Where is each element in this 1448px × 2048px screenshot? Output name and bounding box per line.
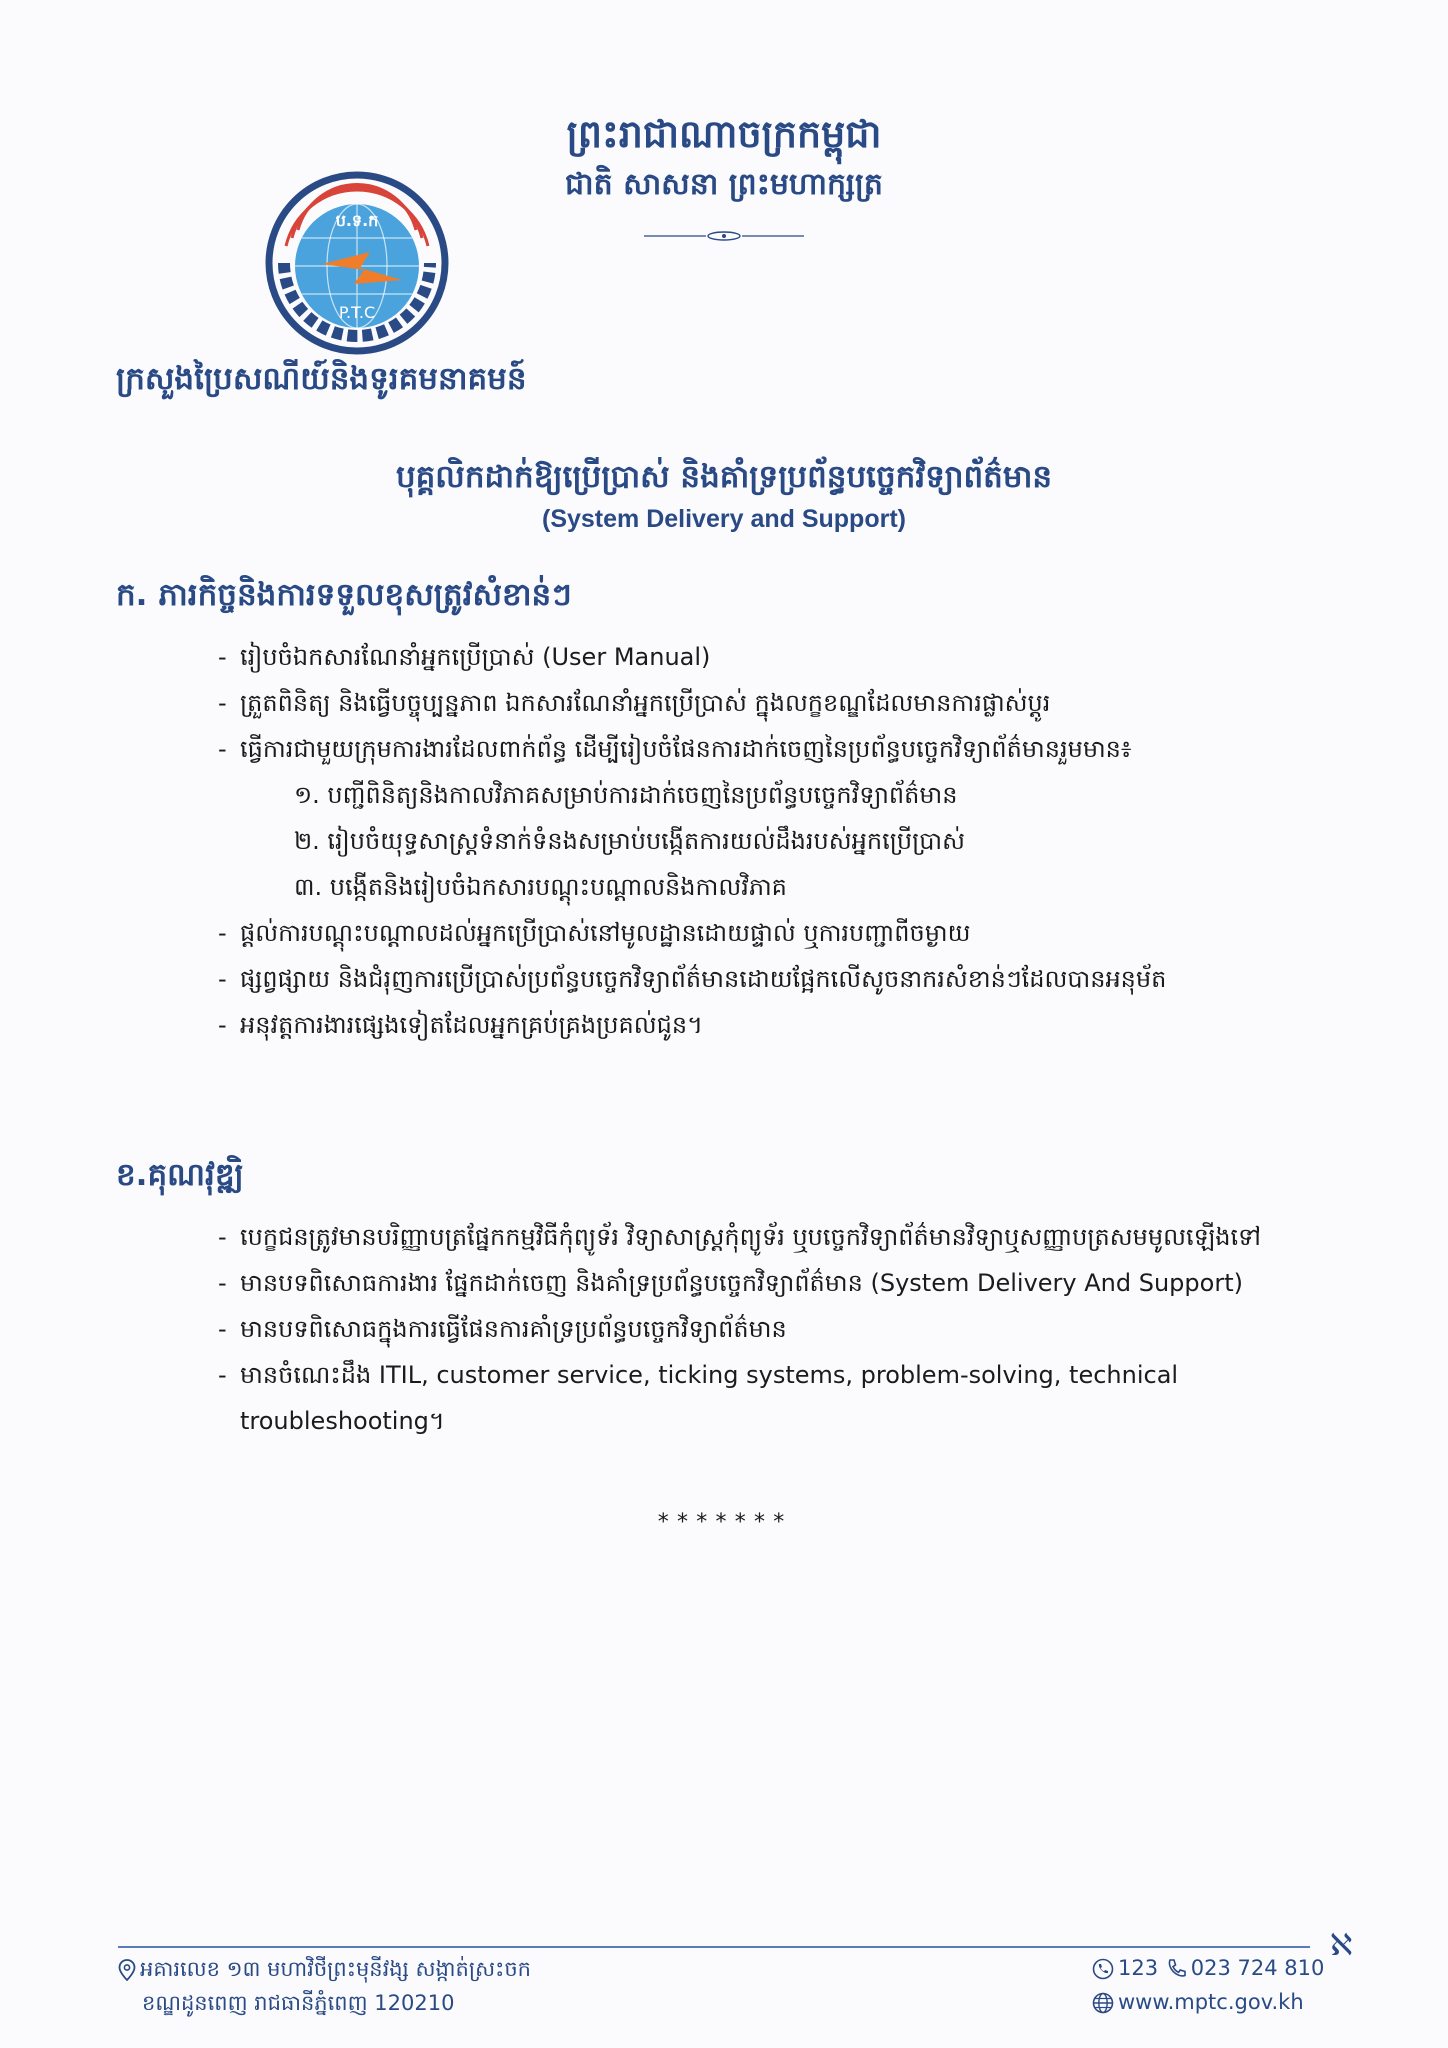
sub-list-item: [218, 818, 1328, 864]
list-item-text: មានបទពិសោធក្នុងការធ្វើផែនការគាំទ្រប្រព័ន្ធបច្ចេកវិទ្យាព័ត៌មាន: [240, 1315, 787, 1343]
list-item-text: អនុវត្តការងារផ្សេងទៀតដែលអ្នកគ្រប់គ្រងប្រគល់ជូន។: [240, 1011, 703, 1039]
list-item: [218, 1214, 1328, 1260]
list-item: [218, 1306, 1328, 1352]
list-item: [218, 726, 1328, 772]
sub-list-item: [218, 772, 1328, 818]
hotline-phone-icon: [1092, 1958, 1114, 1980]
bullet-dash: -: [218, 919, 227, 947]
qualifications-list: [218, 1214, 1328, 1444]
logo-text-bottom: P.T.C: [338, 303, 376, 322]
address-text: អគារលេខ ១៣ មហាវិថីព្រះមុនីវង្ស សង្កាត់ស្រះចក: [140, 1957, 532, 1981]
location-pin-icon: [118, 1959, 136, 1981]
list-item-text: ១. បញ្ជីពិនិត្យនិងកាលវិភាគសម្រាប់ការដាក់ចេញនៃប្រព័ន្ធបច្ចេកវិទ្យាព័ត៌មាន: [294, 781, 958, 809]
phone-icon: [1165, 1958, 1187, 1980]
bullet-dash: -: [218, 1011, 227, 1039]
logo-text-top: ប.ទ.ក: [335, 211, 379, 230]
ornament-divider: [644, 230, 804, 242]
national-motto: ជាតិ សាសនា ព្រះមហាក្សត្រ: [565, 167, 883, 202]
duties-heading: ក. ភារកិច្ចនិងការទទួលខុសត្រូវសំខាន់ៗ: [116, 577, 572, 613]
document-subtitle: (System Delivery and Support): [542, 505, 906, 533]
list-item: [218, 680, 1328, 726]
list-item: [218, 910, 1328, 956]
phone-number: 023 724 810: [1190, 1956, 1325, 1980]
end-separator: *******: [656, 1510, 792, 1535]
bullet-dash: -: [218, 1269, 227, 1297]
bullet-dash: -: [218, 1361, 227, 1389]
list-item-text: រៀបចំឯកសារណែនាំអ្នកប្រើប្រាស់ (User Manual): [240, 643, 711, 671]
list-item-text: បេក្ខជនត្រូវមានបរិញ្ញាបត្រផ្នែកកម្មវិធីកុំព្យូទ័រ វិទ្យាសាស្ត្រកុំព្យូទ័រ ឬបច្ចេកវិទ្យាព័ត៌មានវិទ្យាឬសញ្ញាបត្រសមមូលឡើងទៅ: [240, 1223, 1261, 1251]
footer-address-line1: [118, 1956, 531, 1987]
kingdom-title: ព្រះរាជាណាចក្រកម្ពុជា: [566, 112, 882, 156]
footer-address-line2: ខណ្ឌដូនពេញ រាជធានីភ្នំពេញ 120210: [142, 1991, 455, 2015]
list-item: [218, 1002, 1328, 1048]
list-item-text: ផ្តល់ការបណ្តុះបណ្តាលដល់អ្នកប្រើប្រាស់នៅមូលដ្ឋានដោយផ្ទាល់ ឬការបញ្ជាពីចម្ងាយ: [240, 919, 971, 947]
bullet-dash: -: [218, 735, 227, 763]
list-item-text: ធ្វើការជាមួយក្រុមការងារដែលពាក់ព័ន្ធ ដើម្បីរៀបចំផែនការដាក់ចេញនៃប្រព័ន្ធបច្ចេកវិទ្យាព័ត៌មានរួមមាន៖: [240, 735, 1132, 763]
ministry-logo: [262, 168, 452, 358]
footer-phone: [1092, 1956, 1324, 1980]
footer-divider: [118, 1946, 1310, 1948]
page-initial-mark: ℵ: [1330, 1928, 1353, 1963]
sub-list-item: [218, 864, 1328, 910]
footer-website: [1092, 1990, 1304, 2014]
bullet-dash: -: [218, 1223, 227, 1251]
bullet-dash: -: [218, 689, 227, 717]
list-item-text: ផ្សព្វផ្សាយ និងជំរុញការប្រើប្រាស់ប្រព័ន្ធបច្ចេកវិទ្យាព័ត៌មានដោយផ្អែកលើសូចនាករសំខាន់ៗដែលបានអនុម័ត: [240, 965, 1167, 993]
list-item: [218, 1260, 1328, 1306]
globe-icon: [1092, 1992, 1114, 2014]
document-title: បុគ្គលិកដាក់ឱ្យប្រើប្រាស់ និងគាំទ្រប្រព័ន្ធបច្ចេកវិទ្យាព័ត៌មាន: [395, 459, 1053, 495]
ministry-name: ក្រសួងប្រៃសណីយ៍និងទូរគមនាគមន៍: [116, 361, 527, 397]
list-item-text: ត្រួតពិនិត្យ និងធ្វើបច្ចុប្បន្នភាព ឯកសារណែនាំអ្នកប្រើប្រាស់ ក្នុងលក្ខខណ្ឌដែលមានការផ្លាស់ប្តូរ: [240, 689, 1051, 717]
list-item-text: ៣. បង្កើតនិងរៀបចំឯកសារបណ្តុះបណ្តាលនិងកាលវិភាគ: [294, 873, 787, 901]
list-item-text: មានចំណេះដឹង ITIL, customer service, ticking systems, problem-solving, technical troubleshooting។: [240, 1361, 1179, 1435]
list-item: [218, 1352, 1328, 1444]
duties-list: [218, 634, 1328, 1048]
list-item: [218, 956, 1328, 1002]
bullet-dash: -: [218, 965, 227, 993]
qualifications-heading: ខ.គុណវុឌ្ឍិ: [116, 1157, 244, 1193]
bullet-dash: -: [218, 1315, 227, 1343]
bullet-dash: -: [218, 643, 227, 671]
website-url: www.mptc.gov.kh: [1118, 1990, 1304, 2014]
list-item: [218, 634, 1328, 680]
list-item-text: ២. រៀបចំយុទ្ធសាស្ត្រទំនាក់ទំនងសម្រាប់បង្កើតការយល់ដឹងរបស់អ្នកប្រើប្រាស់: [294, 827, 965, 855]
list-item-text: មានបទពិសោធការងារ ផ្នែកដាក់ចេញ និងគាំទ្រប្រព័ន្ធបច្ចេកវិទ្យាព័ត៌មាន (System Delivery And Support): [240, 1269, 1243, 1297]
hotline-number: 123: [1118, 1956, 1159, 1980]
